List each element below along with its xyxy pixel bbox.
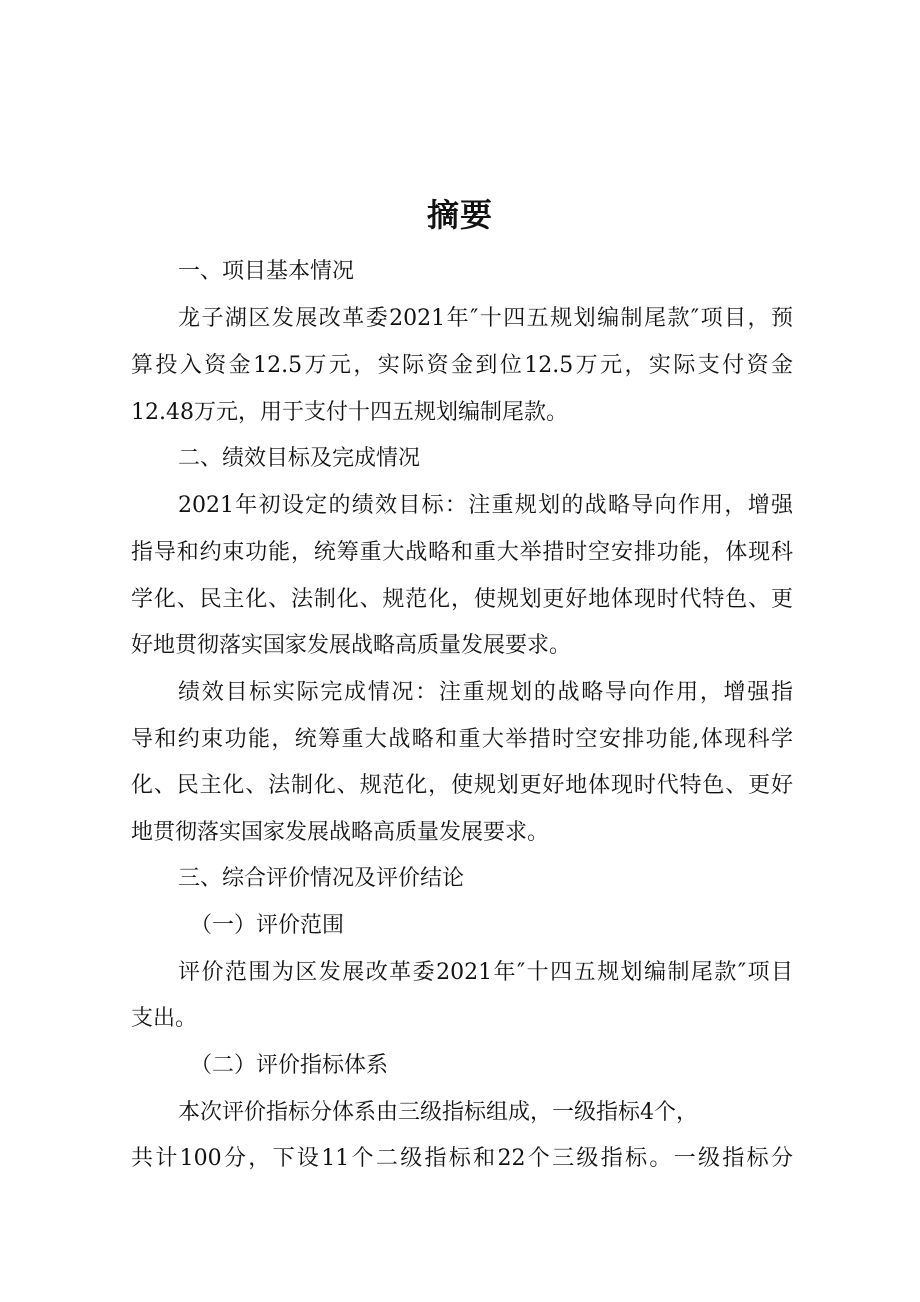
section-heading-3: 三、综合评价情况及评价结论 bbox=[178, 866, 465, 891]
subsection-heading-1: （一）评价范围 bbox=[190, 913, 345, 938]
paragraph-line: 本次评价指标分体系由三级指标组成，一级指标4个， bbox=[178, 1100, 698, 1125]
paragraph-line: 算投入资金12.5万元，实际资金到位12.5万元，实际支付资金 bbox=[131, 353, 793, 378]
paragraph-line: 学化、民主化、法制化、规范化，使规划更好地体现时代特色、更 bbox=[131, 587, 793, 612]
paragraph-line: 地贯彻落实国家发展战略高质量发展要求。 bbox=[131, 820, 550, 845]
paragraph-line: 绩效目标实际完成情况：注重规划的战略导向作用，增强指 bbox=[178, 680, 793, 705]
section-heading-2: 二、绩效目标及完成情况 bbox=[178, 446, 421, 471]
paragraph-line: 共计100分，下设11个二级指标和22个三级指标。一级指标分 bbox=[131, 1146, 793, 1171]
paragraph-line: 导和约束功能，统筹重大战略和重大举措时空安排功能,体现科学 bbox=[131, 727, 793, 752]
subsection-heading-2: （二）评价指标体系 bbox=[190, 1053, 389, 1078]
page-title: 摘要 bbox=[426, 196, 493, 234]
paragraph-line: 评价范围为区发展改革委2021年″十四五规划编制尾款″项目 bbox=[178, 960, 793, 985]
paragraph-line: 2021年初设定的绩效目标：注重规划的战略导向作用，增强 bbox=[178, 493, 793, 518]
paragraph-line: 龙子湖区发展改革委2021年″十四五规划编制尾款″项目，预 bbox=[178, 306, 793, 331]
paragraph-line: 指导和约束功能，统筹重大战略和重大举措时空安排功能，体现科 bbox=[131, 540, 793, 565]
paragraph-line: 化、民主化、法制化、规范化，使规划更好地体现时代特色、更好 bbox=[131, 773, 793, 798]
paragraph-line: 支出。 bbox=[131, 1006, 198, 1031]
paragraph-line: 好地贯彻落实国家发展战略高质量发展要求。 bbox=[131, 633, 572, 658]
paragraph-line: 12.48万元，用于支付十四五规划编制尾款。 bbox=[131, 400, 568, 425]
section-heading-1: 一、项目基本情况 bbox=[178, 259, 355, 284]
